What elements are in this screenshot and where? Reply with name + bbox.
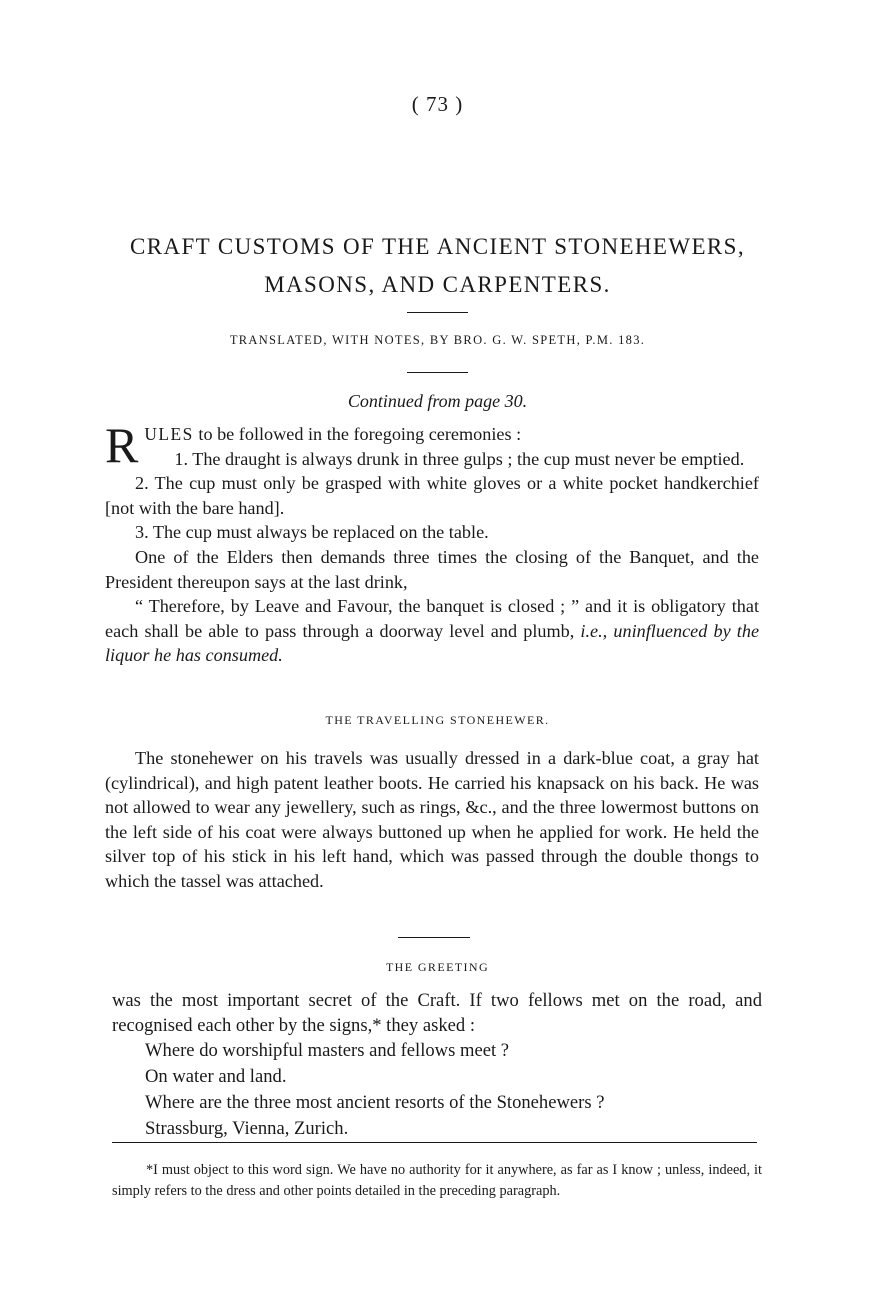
- greeting-dialog: [145, 1038, 785, 1142]
- closing-quote-paragraph: [105, 594, 759, 668]
- footnote: [112, 1160, 762, 1202]
- page-number: ( 73 ): [411, 92, 464, 116]
- rules-intro-caps: ULES: [144, 424, 194, 444]
- rules-section: [105, 417, 760, 668]
- footnote-divider: [112, 1142, 757, 1143]
- closing-quote-ie: i.e.,: [580, 620, 608, 641]
- travelling-paragraph: The stonehewer on his travels was usually dressed in a dark-blue coat, a gray hat (cylindrical), and high patent leather boots. He carried his knapsack on his back. He was not allowed to wear any jewellery, such as rings, &c., and the three lowermost buttons on the left side of his coat were always buttoned up when he applied for work. He held the silver top of his stick in his left hand, which was passed through the double thongs to which the tassel was attached.: [105, 748, 759, 891]
- greeting-paragraph: was the most important secret of the Craft. If two fellows met on the road, and recognised each other by the signs,* they asked :: [112, 990, 762, 1036]
- footnote-text: *I must object to this word sign. We have no authority for it anywhere, as far as I know ; unless, indeed, it simply refers to the dress and other points detailed in the preceding paragraph.: [112, 1162, 762, 1199]
- dialog-line: Where do worshipful masters and fellows meet ?: [145, 1040, 510, 1061]
- greeting-section: [112, 988, 762, 1038]
- dialog-line: On water and land.: [145, 1066, 287, 1087]
- byline-divider: [407, 372, 468, 373]
- rule-item-3: 3. The cup must always be replaced on the table.: [135, 522, 489, 543]
- dialog-line: Strassburg, Vienna, Zurich.: [145, 1118, 349, 1139]
- rules-intro-tail: to be followed in the foregoing ceremonies :: [193, 424, 522, 444]
- elders-paragraph: One of the Elders then demands three times the closing of the Banquet, and the President thereupon says at the last drink,: [105, 546, 759, 592]
- greeting-heading: THE GREETING: [385, 960, 490, 974]
- title-divider: [407, 312, 468, 313]
- article-title-line-2: MASONS, AND CARPENTERS.: [264, 272, 611, 297]
- rule-item-1: 1. The draught is always drunk in three gulps ; the cup must never be emptied.: [174, 448, 745, 469]
- closing-quote-italic: uninfluenced by the liquor he has consumed.: [105, 620, 760, 666]
- travelling-heading: THE TRAVELLING STONEHEWER.: [325, 713, 550, 727]
- closing-quote-text: “ Therefore, by Leave and Favour, the banquet is closed ; ” and it is obligatory that each shall be able to pass through a doorway level and plumb,: [105, 596, 759, 641]
- byline: TRANSLATED, WITH NOTES, BY BRO. G. W. SPETH, P.M. 183.: [229, 333, 646, 347]
- dialog-line: Where are the three most ancient resorts of the Stonehewers ?: [145, 1092, 605, 1113]
- article-title-line-1: CRAFT CUSTOMS OF THE ANCIENT STONEHEWERS,: [129, 234, 746, 259]
- rule-item-2: 2. The cup must only be grasped with white gloves or a white pocket handkerchief [not with the bare hand].: [105, 473, 759, 518]
- travelling-section: [105, 746, 759, 894]
- continued-note: Continued from page 30.: [347, 391, 528, 411]
- section-divider: [398, 937, 470, 938]
- drop-cap: R: [105, 417, 139, 473]
